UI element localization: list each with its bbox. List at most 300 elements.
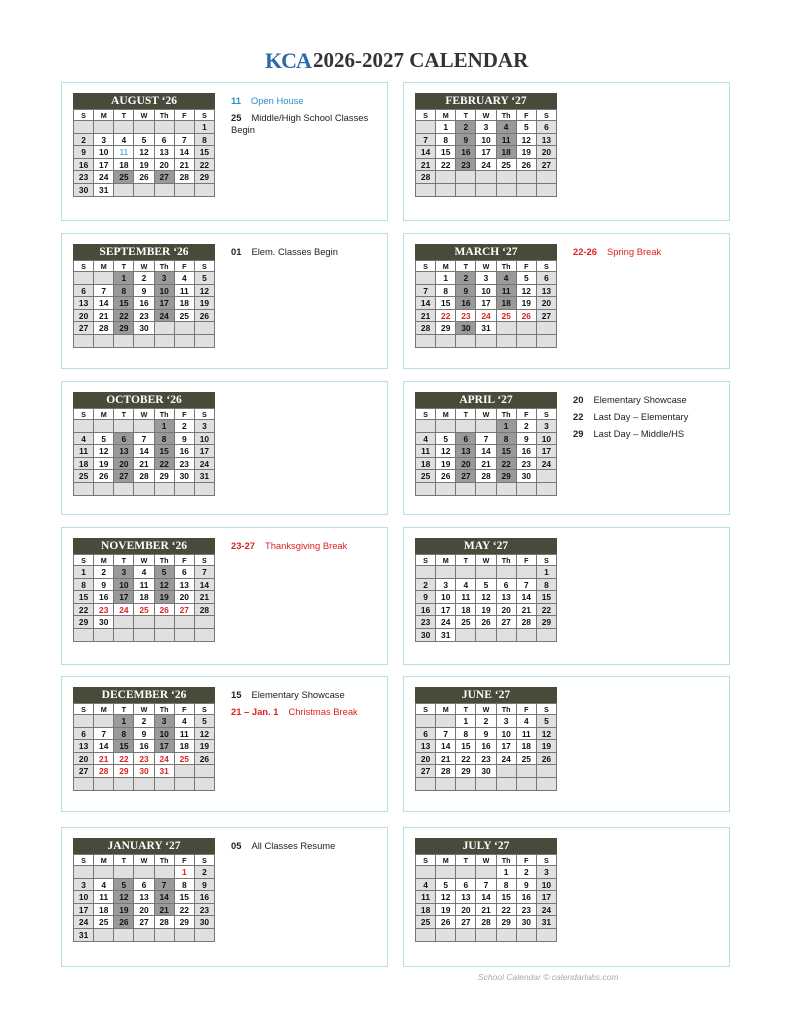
day-cell: 31 <box>155 765 175 778</box>
weekday-header: S <box>537 110 557 121</box>
day-cell: 15 <box>537 591 557 604</box>
month-notes <box>573 394 723 445</box>
month-calendar <box>415 687 557 791</box>
day-cell: 13 <box>175 579 195 592</box>
day-cell: 17 <box>436 604 456 617</box>
empty-day-cell <box>476 866 496 879</box>
empty-day-cell <box>114 121 134 134</box>
empty-day-cell <box>537 322 557 335</box>
weekday-header: M <box>94 855 114 866</box>
weekday-header: W <box>476 261 496 272</box>
day-cell: 25 <box>94 916 114 929</box>
empty-day-cell <box>94 866 114 879</box>
day-cell: 14 <box>155 891 175 904</box>
day-cell: 11 <box>94 891 114 904</box>
day-cell: 10 <box>476 285 496 298</box>
month-title: AUGUST ‘26 <box>73 93 215 109</box>
weekday-header: W <box>134 110 154 121</box>
empty-day-cell <box>114 629 134 642</box>
day-cell: 4 <box>175 715 195 728</box>
empty-day-cell <box>195 629 215 642</box>
weekday-header: M <box>436 555 456 566</box>
empty-day-cell <box>476 420 496 433</box>
weekday-header: W <box>134 704 154 715</box>
day-cell: 21 <box>94 310 114 323</box>
day-cell: 4 <box>456 579 476 592</box>
day-cell: 8 <box>114 285 134 298</box>
empty-day-cell <box>537 171 557 184</box>
day-cell: 19 <box>436 458 456 471</box>
day-cell: 18 <box>517 740 537 753</box>
day-cell: 11 <box>134 579 154 592</box>
day-cell: 2 <box>517 420 537 433</box>
empty-day-cell <box>476 483 496 496</box>
day-cell: 9 <box>175 433 195 446</box>
month-panel <box>61 381 388 515</box>
day-cell: 12 <box>436 891 456 904</box>
empty-day-cell <box>155 929 175 942</box>
day-cell: 19 <box>517 297 537 310</box>
day-cell: 17 <box>114 591 134 604</box>
month-panel <box>61 82 388 221</box>
weekday-header: F <box>175 261 195 272</box>
day-cell: 30 <box>94 616 114 629</box>
day-cell: 17 <box>155 740 175 753</box>
event-date: 22 <box>573 411 584 422</box>
day-cell: 12 <box>94 445 114 458</box>
empty-day-cell <box>436 778 456 791</box>
day-cell: 13 <box>416 740 436 753</box>
day-cell: 22 <box>436 310 456 323</box>
day-cell: 26 <box>517 159 537 172</box>
day-cell: 22 <box>114 753 134 766</box>
weekday-header: W <box>476 409 496 420</box>
weekday-header: W <box>134 555 154 566</box>
day-cell: 2 <box>517 866 537 879</box>
day-cell: 10 <box>94 146 114 159</box>
empty-day-cell <box>155 322 175 335</box>
month-notes <box>231 689 381 723</box>
day-cell: 8 <box>114 728 134 741</box>
day-cell: 28 <box>517 616 537 629</box>
empty-day-cell <box>416 184 436 197</box>
weekday-header: W <box>476 855 496 866</box>
day-cell: 11 <box>416 445 436 458</box>
empty-day-cell <box>456 420 476 433</box>
day-cell: 26 <box>134 171 154 184</box>
day-cell: 1 <box>497 420 517 433</box>
empty-day-cell <box>517 335 537 348</box>
day-cell: 20 <box>456 904 476 917</box>
day-cell: 28 <box>416 171 436 184</box>
empty-day-cell <box>175 322 195 335</box>
empty-day-cell <box>416 335 436 348</box>
day-cell: 26 <box>155 604 175 617</box>
empty-day-cell <box>114 483 134 496</box>
day-cell: 9 <box>456 285 476 298</box>
day-cell: 19 <box>436 904 456 917</box>
day-cell: 16 <box>195 891 215 904</box>
day-cell: 27 <box>114 470 134 483</box>
day-cell: 8 <box>497 433 517 446</box>
empty-day-cell <box>456 778 476 791</box>
event-date: 15 <box>231 689 242 700</box>
event-date: 05 <box>231 840 242 851</box>
day-cell: 7 <box>436 728 456 741</box>
day-cell: 20 <box>416 753 436 766</box>
day-cell: 2 <box>74 134 94 147</box>
day-cell: 20 <box>456 458 476 471</box>
weekday-header: Th <box>497 110 517 121</box>
day-cell: 18 <box>497 146 517 159</box>
event-date: 29 <box>573 428 584 439</box>
day-cell: 12 <box>517 285 537 298</box>
month-notes <box>231 246 381 263</box>
day-cell: 15 <box>155 445 175 458</box>
day-cell: 28 <box>94 765 114 778</box>
day-cell: 31 <box>195 470 215 483</box>
empty-day-cell <box>416 866 436 879</box>
day-cell: 24 <box>436 616 456 629</box>
weekday-header: S <box>416 555 436 566</box>
empty-day-cell <box>497 929 517 942</box>
empty-day-cell <box>436 335 456 348</box>
day-cell: 11 <box>74 445 94 458</box>
weekday-header: F <box>517 261 537 272</box>
day-cell: 6 <box>497 579 517 592</box>
day-cell: 19 <box>476 604 496 617</box>
empty-day-cell <box>175 629 195 642</box>
day-cell: 3 <box>476 121 496 134</box>
day-cell: 29 <box>74 616 94 629</box>
empty-day-cell <box>175 616 195 629</box>
day-grid <box>73 854 215 942</box>
day-cell: 17 <box>476 146 496 159</box>
empty-day-cell <box>416 778 436 791</box>
day-cell: 18 <box>456 604 476 617</box>
month-panel <box>403 381 730 515</box>
weekday-header: T <box>456 409 476 420</box>
day-grid <box>73 703 215 791</box>
day-cell: 12 <box>537 728 557 741</box>
day-cell: 13 <box>134 891 154 904</box>
empty-day-cell <box>134 929 154 942</box>
day-cell: 7 <box>155 879 175 892</box>
weekday-header: M <box>94 110 114 121</box>
empty-day-cell <box>517 566 537 579</box>
weekday-header: S <box>537 704 557 715</box>
weekday-header: F <box>175 555 195 566</box>
day-cell: 12 <box>195 285 215 298</box>
day-cell: 16 <box>134 740 154 753</box>
empty-day-cell <box>114 778 134 791</box>
day-cell: 13 <box>155 146 175 159</box>
day-cell: 22 <box>114 310 134 323</box>
empty-day-cell <box>517 171 537 184</box>
day-cell: 23 <box>94 604 114 617</box>
empty-day-cell <box>94 335 114 348</box>
empty-day-cell <box>497 483 517 496</box>
event-text: Elementary Showcase <box>593 394 687 405</box>
day-cell: 5 <box>517 272 537 285</box>
day-cell: 19 <box>537 740 557 753</box>
event-text: Last Day – Elementary <box>593 411 689 422</box>
day-cell: 8 <box>456 728 476 741</box>
day-cell: 14 <box>476 445 496 458</box>
day-cell: 24 <box>476 159 496 172</box>
empty-day-cell <box>155 335 175 348</box>
day-cell: 23 <box>74 171 94 184</box>
weekday-header: Th <box>155 555 175 566</box>
day-cell: 22 <box>436 159 456 172</box>
day-cell: 9 <box>134 285 154 298</box>
day-cell: 13 <box>114 445 134 458</box>
empty-day-cell <box>476 335 496 348</box>
empty-day-cell <box>416 121 436 134</box>
day-cell: 5 <box>195 272 215 285</box>
day-cell: 19 <box>94 458 114 471</box>
day-cell: 2 <box>134 715 154 728</box>
day-cell: 1 <box>195 121 215 134</box>
empty-day-cell <box>497 184 517 197</box>
day-cell: 4 <box>497 272 517 285</box>
weekday-header: S <box>537 855 557 866</box>
month-title: SEPTEMBER ‘26 <box>73 244 215 260</box>
empty-day-cell <box>155 866 175 879</box>
empty-day-cell <box>537 470 557 483</box>
day-cell: 21 <box>476 904 496 917</box>
day-cell: 14 <box>476 891 496 904</box>
day-cell: 8 <box>155 433 175 446</box>
weekday-header: M <box>436 704 456 715</box>
empty-day-cell <box>537 929 557 942</box>
day-cell: 15 <box>497 891 517 904</box>
empty-day-cell <box>94 272 114 285</box>
empty-day-cell <box>94 629 114 642</box>
day-cell: 9 <box>94 579 114 592</box>
day-cell: 24 <box>114 604 134 617</box>
day-grid <box>73 408 215 496</box>
day-cell: 18 <box>175 297 195 310</box>
empty-day-cell <box>94 715 114 728</box>
weekday-header: Th <box>497 409 517 420</box>
day-cell: 11 <box>114 146 134 159</box>
weekday-header: S <box>195 555 215 566</box>
day-cell: 10 <box>436 591 456 604</box>
empty-day-cell <box>416 272 436 285</box>
day-cell: 2 <box>456 121 476 134</box>
weekday-header: W <box>134 261 154 272</box>
day-grid <box>73 554 215 642</box>
day-cell: 31 <box>74 929 94 942</box>
month-notes <box>231 95 381 141</box>
day-cell: 6 <box>114 433 134 446</box>
empty-day-cell <box>456 629 476 642</box>
day-cell: 27 <box>74 765 94 778</box>
empty-day-cell <box>74 715 94 728</box>
day-cell: 9 <box>416 591 436 604</box>
day-cell: 28 <box>436 765 456 778</box>
day-cell: 1 <box>436 121 456 134</box>
empty-day-cell <box>436 929 456 942</box>
weekday-header: M <box>94 555 114 566</box>
day-cell: 13 <box>537 285 557 298</box>
day-cell: 21 <box>175 159 195 172</box>
day-cell: 2 <box>94 566 114 579</box>
day-cell: 11 <box>517 728 537 741</box>
weekday-header: M <box>436 409 456 420</box>
day-cell: 3 <box>155 715 175 728</box>
weekday-header: S <box>416 409 436 420</box>
empty-day-cell <box>517 322 537 335</box>
empty-day-cell <box>456 929 476 942</box>
weekday-header: M <box>94 261 114 272</box>
empty-day-cell <box>456 566 476 579</box>
month-title: DECEMBER ‘26 <box>73 687 215 703</box>
day-cell: 20 <box>114 458 134 471</box>
day-cell: 26 <box>436 470 456 483</box>
empty-day-cell <box>134 420 154 433</box>
day-cell: 28 <box>94 322 114 335</box>
day-cell: 16 <box>134 297 154 310</box>
day-cell: 27 <box>537 310 557 323</box>
day-cell: 26 <box>517 310 537 323</box>
day-cell: 18 <box>416 458 436 471</box>
empty-day-cell <box>517 778 537 791</box>
day-cell: 29 <box>497 916 517 929</box>
day-cell: 25 <box>134 604 154 617</box>
day-cell: 17 <box>537 445 557 458</box>
empty-day-cell <box>517 629 537 642</box>
day-cell: 31 <box>436 629 456 642</box>
day-cell: 4 <box>416 879 436 892</box>
weekday-header: T <box>456 555 476 566</box>
empty-day-cell <box>517 929 537 942</box>
day-cell: 30 <box>74 184 94 197</box>
day-cell: 19 <box>195 740 215 753</box>
day-cell: 9 <box>517 879 537 892</box>
weekday-header: S <box>74 261 94 272</box>
month-panel <box>403 676 730 812</box>
day-cell: 29 <box>537 616 557 629</box>
day-cell: 7 <box>416 285 436 298</box>
day-cell: 19 <box>517 146 537 159</box>
day-cell: 10 <box>114 579 134 592</box>
day-cell: 7 <box>416 134 436 147</box>
event-text: Elementary Showcase <box>251 689 345 700</box>
day-cell: 4 <box>175 272 195 285</box>
day-cell: 25 <box>74 470 94 483</box>
day-cell: 30 <box>517 916 537 929</box>
day-cell: 15 <box>497 445 517 458</box>
day-cell: 29 <box>114 765 134 778</box>
empty-day-cell <box>436 483 456 496</box>
empty-day-cell <box>74 866 94 879</box>
day-cell: 30 <box>195 916 215 929</box>
day-cell: 30 <box>134 765 154 778</box>
day-grid <box>73 109 215 197</box>
month-title: MARCH ‘27 <box>415 244 557 260</box>
weekday-header: S <box>195 704 215 715</box>
month-title: MAY ‘27 <box>415 538 557 554</box>
weekday-header: S <box>537 261 557 272</box>
day-cell: 6 <box>175 566 195 579</box>
day-cell: 9 <box>476 728 496 741</box>
day-cell: 2 <box>416 579 436 592</box>
weekday-header: F <box>517 704 537 715</box>
day-cell: 10 <box>74 891 94 904</box>
day-cell: 17 <box>497 740 517 753</box>
month-title: JULY ‘27 <box>415 838 557 854</box>
day-cell: 9 <box>74 146 94 159</box>
empty-day-cell <box>195 322 215 335</box>
month-calendar <box>73 244 215 348</box>
day-cell: 13 <box>456 445 476 458</box>
day-cell: 24 <box>155 753 175 766</box>
weekday-header: Th <box>155 110 175 121</box>
day-cell: 3 <box>476 272 496 285</box>
day-cell: 21 <box>416 159 436 172</box>
day-cell: 30 <box>517 470 537 483</box>
day-cell: 20 <box>175 591 195 604</box>
day-cell: 10 <box>537 879 557 892</box>
day-cell: 13 <box>456 891 476 904</box>
day-cell: 27 <box>74 322 94 335</box>
event-note <box>573 411 723 423</box>
day-cell: 29 <box>155 470 175 483</box>
day-cell: 4 <box>114 134 134 147</box>
month-notes <box>231 540 381 557</box>
day-cell: 17 <box>155 297 175 310</box>
event-date: 23-27 <box>231 540 255 551</box>
day-cell: 6 <box>416 728 436 741</box>
day-cell: 15 <box>74 591 94 604</box>
weekday-header: T <box>114 704 134 715</box>
weekday-header: M <box>94 704 114 715</box>
day-cell: 22 <box>497 458 517 471</box>
day-cell: 1 <box>155 420 175 433</box>
day-cell: 19 <box>134 159 154 172</box>
day-cell: 18 <box>497 297 517 310</box>
day-cell: 6 <box>74 285 94 298</box>
weekday-header: F <box>175 110 195 121</box>
day-cell: 7 <box>94 728 114 741</box>
day-cell: 15 <box>175 891 195 904</box>
day-cell: 23 <box>517 458 537 471</box>
empty-day-cell <box>436 715 456 728</box>
day-cell: 12 <box>476 591 496 604</box>
empty-day-cell <box>74 272 94 285</box>
empty-day-cell <box>416 420 436 433</box>
day-cell: 29 <box>497 470 517 483</box>
empty-day-cell <box>476 566 496 579</box>
month-panel <box>403 82 730 221</box>
empty-day-cell <box>476 929 496 942</box>
day-cell: 11 <box>497 134 517 147</box>
month-calendar <box>73 93 215 197</box>
day-cell: 6 <box>456 433 476 446</box>
day-cell: 24 <box>155 310 175 323</box>
page-title: 2026-2027 CALENDAR <box>313 48 529 72</box>
empty-day-cell <box>497 335 517 348</box>
day-cell: 4 <box>74 433 94 446</box>
day-cell: 17 <box>537 891 557 904</box>
day-cell: 27 <box>155 171 175 184</box>
event-note <box>231 840 381 852</box>
day-cell: 28 <box>155 916 175 929</box>
day-cell: 26 <box>195 753 215 766</box>
day-cell: 5 <box>476 579 496 592</box>
